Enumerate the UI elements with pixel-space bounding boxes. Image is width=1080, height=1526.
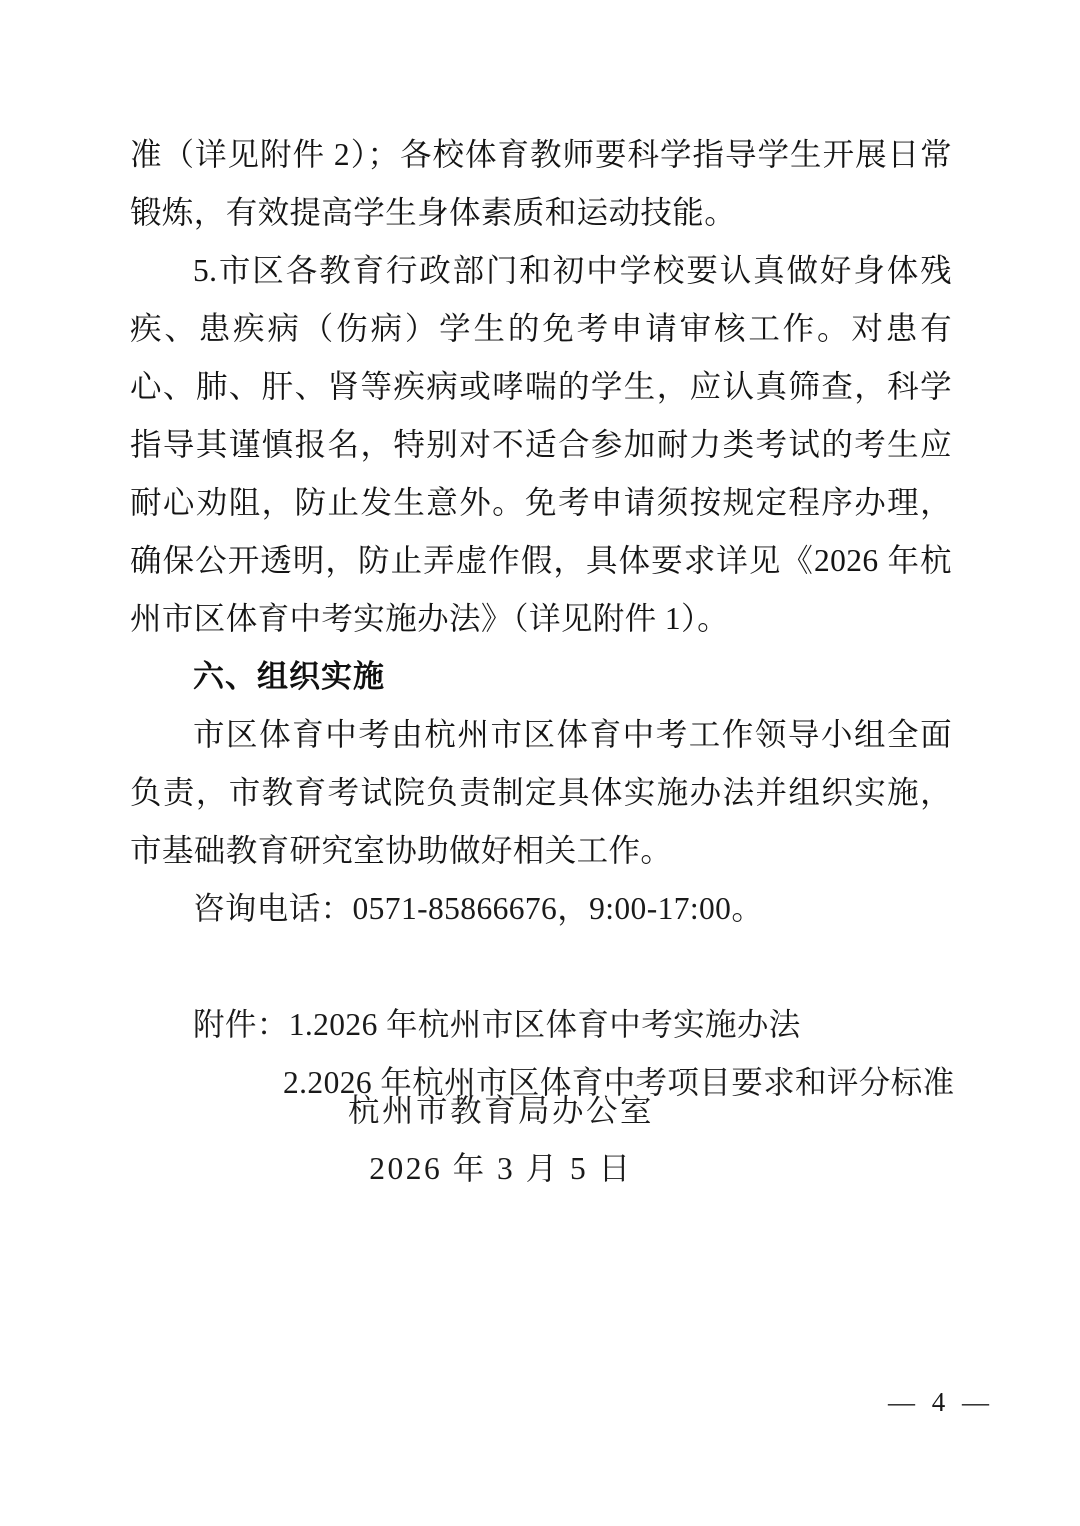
- paragraph-section-six: 市区体育中考由杭州市区体育中考工作领导小组全面负责，市教育考试院负责制定具体实施办法并组织实施，市基础教育研究室协助做好相关工作。: [130, 717, 952, 868]
- blank-line-spacer: [130, 938, 952, 996]
- signature-date: 2026 年 3 月 5 日: [369, 1151, 633, 1186]
- section-heading-six: 六、组织实施: [193, 659, 385, 694]
- paragraph-item-5: 5.市区各教育行政部门和初中学校要认真做好身体残疾、患疾病（伤病）学生的免考申请审核工作。对患有心、肺、肝、肾等疾病或哮喘的学生，应认真筛查，科学指导其谨慎报名，特别对不适合参加耐力类考试的考生应耐心劝阻，防止发生意外。免考申请须按规定程序办理，确保公开透明，防止弄虚作假，具体要求详见《2026 年杭州市区体育中考实施办法》（详见附件 1）。: [130, 253, 952, 636]
- attachment-item-1: [130, 996, 952, 1054]
- signature-block: [0, 1082, 1080, 1198]
- page-number: — 4 —: [888, 1387, 994, 1417]
- document-body: [130, 126, 955, 1112]
- signature-organization: 杭州市教育局办公室: [347, 1093, 654, 1128]
- contact-phone-line: 咨询电话：0571-85866676，9:00-17:00。: [193, 891, 764, 926]
- attachments-label: 附件：: [193, 1007, 289, 1042]
- attachment-item-2: 2.2026 年杭州市区体育中考项目要求和评分标准: [283, 1065, 955, 1100]
- attachment-item-1-text: 1.2026 年杭州市区体育中考实施办法: [288, 1007, 801, 1042]
- paragraph-continued: 准（详见附件 2）；各校体育教师要科学指导学生开展日常锻炼，有效提高学生身体素质和运动技能。: [130, 137, 952, 230]
